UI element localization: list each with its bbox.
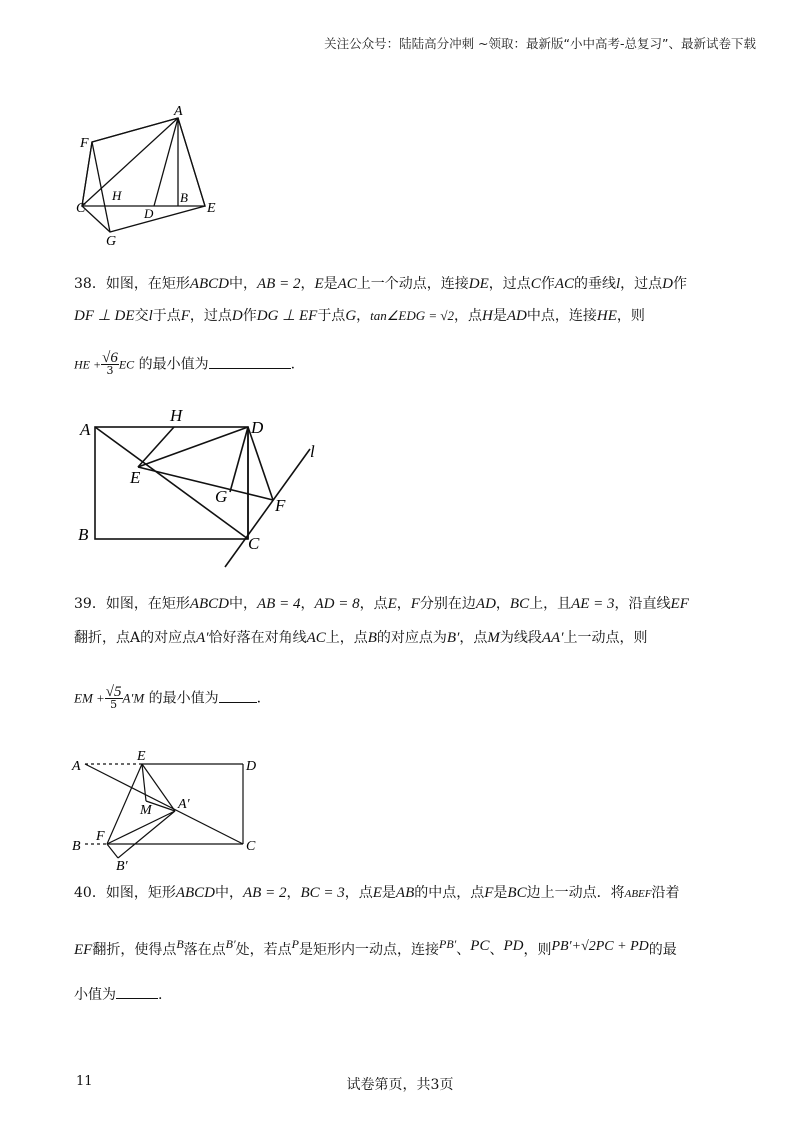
- q40-line1: 40．如图，矩形ABCD中，AB = 2，BC = 3，点E是AB的中点，点F是BC边上一动点．将ABEF沿着: [74, 885, 680, 901]
- fig39-label-e: E: [137, 749, 146, 764]
- fig37-label-f: F: [80, 136, 89, 151]
- fig39-label-c: C: [246, 839, 256, 854]
- q39-line1: 39．如图，在矩形ABCD中，AB = 4，AD = 8，点E，F分别在边AD，BC上，且AE = 3，沿直线EF: [74, 596, 689, 612]
- fig38-label-g: G: [215, 487, 228, 506]
- fig39-label-b-prime: B′: [116, 859, 128, 874]
- q38-answer-blank[interactable]: [209, 354, 291, 369]
- fig37-label-g: G: [106, 234, 117, 249]
- fig39-label-a: A: [72, 759, 81, 774]
- figure-38: [70, 405, 340, 575]
- fig37-label-d: D: [144, 206, 154, 221]
- q39-line3: EM + $\frac{√5}{5}$ A′M 的最小值为 .: [74, 684, 262, 711]
- q39-line2: 翻折，点A的对应点A′恰好落在对角线AC上，点B的对应点为B′，点M为线段AA′上一动点，则: [74, 630, 648, 646]
- q38-line2: DF ⊥ DE交l于点F，过点D作DG ⊥ EF于点G，tan∠EDG = √2，点H是AD中点，连接HE，则: [74, 308, 645, 324]
- fig37-label-h: H: [112, 188, 122, 203]
- fig38-label-f: F: [275, 496, 286, 515]
- q38-line1: 38．如图，在矩形ABCD中，AB = 2，E是AC上一个动点，连接DE，过点C作AC的垂线l，过点D作: [74, 276, 687, 292]
- fig39-label-a-prime: A′: [178, 797, 190, 812]
- fig39-label-f: F: [96, 829, 105, 844]
- fig38-label-h: H: [170, 406, 183, 425]
- fig38-label-a: A: [80, 420, 91, 439]
- fig39-label-b: B: [72, 839, 81, 854]
- q40-line3: 小值为 .: [74, 984, 162, 1005]
- fig38-label-l: l: [310, 442, 315, 461]
- fig37-label-e: E: [207, 201, 216, 216]
- fig37-label-a: A: [174, 104, 183, 119]
- page-footer: 试卷第页，共3页: [346, 1077, 454, 1093]
- fig38-label-d: D: [251, 418, 264, 437]
- fig37-label-c: C: [76, 201, 86, 216]
- figure-39: [70, 744, 280, 874]
- q38-line3: HE + $\frac{√6}{3}$ EC 的最小值为 .: [74, 350, 296, 377]
- fig38-label-b: B: [78, 525, 89, 544]
- fig39-label-d: D: [246, 759, 257, 774]
- q39-answer-blank[interactable]: [219, 688, 257, 703]
- fig38-label-c: C: [248, 534, 260, 553]
- fig37-label-b: B: [180, 190, 188, 205]
- page-header: 关注公众号：陆陆高分冲刺 ~领取：最新版“小中高考-总复习”、最新试卷下载: [324, 36, 756, 51]
- q40-line2: EF翻折，使得点B落在点B′处，若点P是矩形内一动点，连接PB′、PC、PD，则PB′+√2PC + PD的最: [74, 937, 677, 958]
- q40-answer-blank[interactable]: [116, 984, 158, 999]
- page-number: 11: [76, 1074, 93, 1089]
- fig39-label-m: M: [140, 803, 152, 818]
- figure-37: [70, 100, 230, 250]
- fig38-label-e: E: [130, 468, 141, 487]
